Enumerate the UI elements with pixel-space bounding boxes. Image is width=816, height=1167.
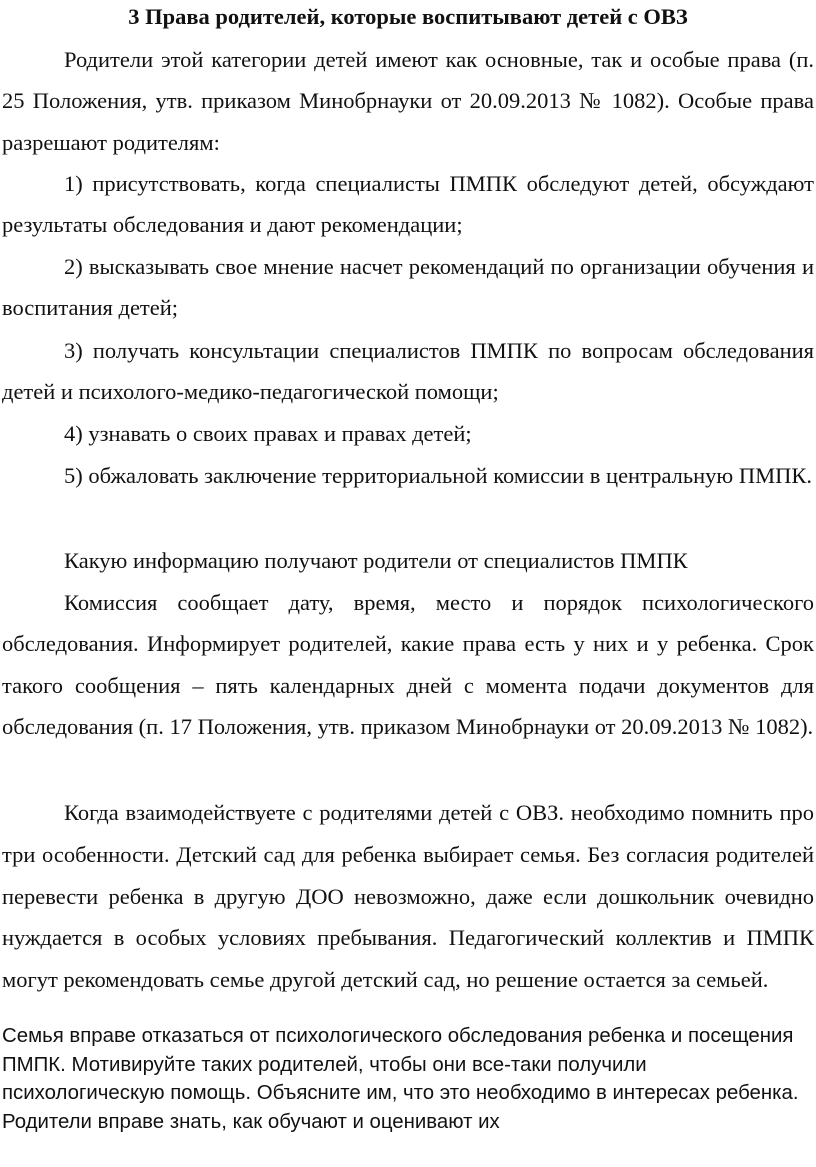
- paragraph-refusal: Семья вправе отказаться от психологического обследования ребенка и посещения ПМПК. Мотивируйте таких родителей, чтобы они все-таки получили психологическую помощь. Объясните им, что это необходимо в интересах ребенка. Родители вправе знать, как обучают и оценивают их: [2, 1025, 799, 1133]
- list-item-5: 5) обжаловать заключение территориальной комиссии в центральную ПМПК.: [64, 463, 812, 488]
- paragraph-interaction: Когда взаимодействуете с родителями детей с ОВЗ. необходимо помнить про три особенности. Детский сад для ребенка выбирает семья. Без согласия родителей перевести ребенка в другую ДОО невозможно, даже если дошкольник очевидно нуждается в особых условиях пребывания. Педагогический коллектив и ПМПК могут рекомендовать семье другой детский сад, но решение остается за семьей.: [2, 800, 814, 993]
- list-item-1: 1) присутствовать, когда специалисты ПМПК обследуют детей, обсуждают результаты обследования и дают рекомендации;: [2, 171, 814, 238]
- list-item-2: 2) высказывать свое мнение насчет рекомендаций по организации обучения и воспитания детей;: [2, 254, 814, 321]
- paragraph-intro: Родители этой категории детей имеют как основные, так и особые права (п. 25 Положения, утв. приказом Минобрнауки от 20.09.2013 № 1082). Особые права разрешают родителям:: [2, 47, 814, 155]
- section-heading: 3 Права родителей, которые воспитывают детей с ОВЗ: [128, 4, 688, 29]
- list-item-4: 4) узнавать о своих правах и правах детей;: [64, 421, 472, 446]
- list-item-3: 3) получать консультации специалистов ПМПК по вопросам обследования детей и психолого-медико-педагогической помощи;: [2, 338, 814, 405]
- subheading-paragraph: Какую информацию получают родители от специалистов ПМПК: [64, 548, 688, 573]
- paragraph-commission: Комиссия сообщает дату, время, место и порядок психологического обследования. Информирует родителей, какие права есть у них и у ребенка. Срок такого сообщения – пять календарных дней с момента подачи документов для обследования (п. 17 Положения, утв. приказом Минобрнауки от 20.09.2013 № 1082).: [2, 590, 814, 739]
